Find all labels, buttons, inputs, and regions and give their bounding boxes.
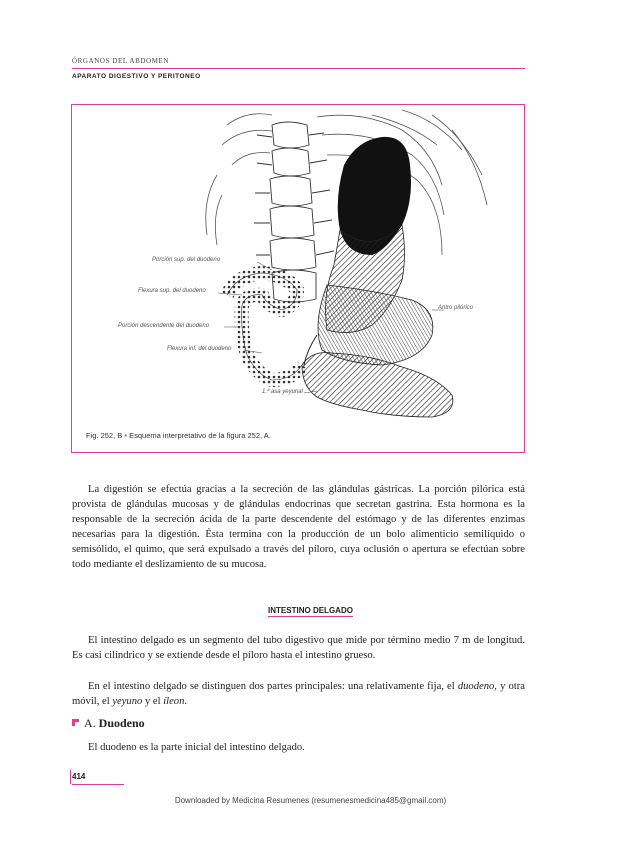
running-header-section: APARATO DIGESTIVO Y PERITONEO [72,73,201,80]
subhead-letter: A. [84,716,96,730]
label-flexura-sup: Flexura sup. del duodeno [138,288,206,294]
p3-mid: y otra móvil, el [72,681,525,707]
duodenum-loop [227,273,302,380]
caption-text: Esquema interpretativo de la figura 252, A. [129,431,271,440]
term-yeyuno: yeyuno [112,696,143,707]
figure-caption [86,431,271,440]
label-asa-yeyunal: 1.ª asa yeyunal [262,389,303,395]
paragraph-partes [72,679,525,709]
section-title-text: INTESTINO DELGADO [268,606,353,615]
download-footer: Downloaded by Medicina Resumenes (resumenesmedicina485@gmail.com) [174,796,447,805]
paragraph-digestion: La digestión se efectúa gracias a la secreción de las glándulas gástricas. La porción pilórica está provista de glándulas mucosas y de glándulas endocrinas que secretan gastrina. Esta hormona es la responsable de la secreción ácida de la parte descendente del estómago y de las diferentes enzimas necesarias para la digestión. Ésta termina con la producción de un bolo alimenticio semilíquido o semisólido, el quimo, que será expulsado a través del píloro, cuya oclusión o apertura se efectúan sobre todo mediante el deslizamiento de su mucosa. [72,484,525,570]
p3-start: En el intestino delgado se distinguen dos partes principales: una relativamente fija, el [88,681,458,692]
page-number-bar [70,770,71,784]
p3-and: y el [142,696,164,707]
jejunum [302,353,453,418]
label-porcion-sup: Porción sup. del duodeno [152,257,221,263]
caption-prefix: Fig. 252, B [86,431,123,440]
header-rule [72,68,525,69]
page-number-rule [72,784,124,785]
p3-end: . [184,696,188,707]
figure-frame [71,104,525,453]
term-ileon: íleon [163,696,185,707]
page-number: 414 [72,772,86,781]
paragraph-intestino: El intestino delgado es un segmento del tubo digestivo que mide por término medio 7 m de longitud. Es casi cilíndrico y se extiende desde el píloro hasta el intestino grueso. [72,635,525,661]
label-porcion-desc: Porción descendente del duodeno [118,323,210,329]
subheading-duodeno [72,716,145,731]
term-duodeno: duodeno, [457,681,497,692]
label-flexura-inf: Flexura inf. del duodeno [167,346,232,352]
paragraph-duodeno: El duodeno es la parte inicial del intestino delgado. [88,742,305,753]
label-antro: Antro pilórico [438,305,474,311]
subhead-title: Duodeno [98,716,145,730]
subhead-marker [72,719,79,726]
anatomy-illustration [72,105,524,452]
section-title [0,606,621,615]
caption-bullet: • [124,431,128,440]
running-header-chapter: ÓRGANOS DEL ABDOMEN [72,57,170,65]
